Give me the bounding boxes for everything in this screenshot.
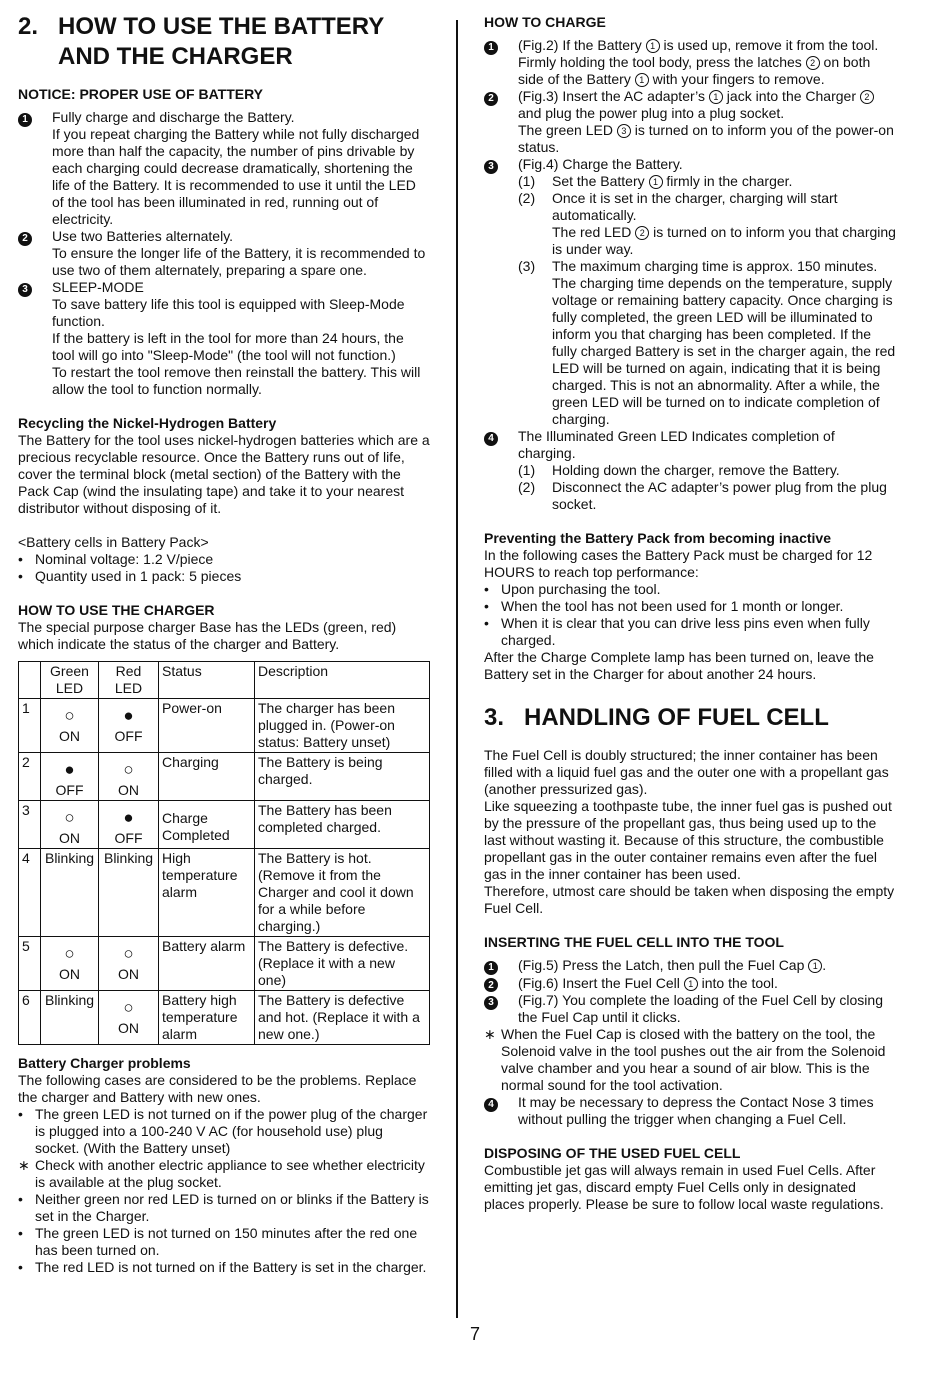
inactive-after-text: After the Charge Complete lamp has been turned on, leave the Battery set in the Charger for about another 24 hours. [484,649,874,682]
list-item: • Nominal voltage: 1.2 V/piece [18,551,214,567]
empty-circle-icon: ○ [64,706,75,725]
table-header-red-led: Red LED [99,662,159,699]
callout-ref: 2 [806,56,820,70]
green-led-state: ON [59,966,80,982]
table-header-number [19,662,41,699]
sub-step: (1) Holding down the charger, remove the Battery. [518,462,840,478]
row-number: 1 [19,699,41,753]
step-number-1: 1 [484,41,498,55]
table-row [19,801,430,849]
step-number-1: 1 [484,961,498,975]
status-cell: Battery alarm [159,937,255,991]
notice-line: If you repeat charging the Battery while not fully discharged more than half the capacity, the number of pins drivable by each charging could decrease dramatically, shortening the life of the Battery. It is recommended to use it until the LED of the tool has been illuminated in red, running out of electricity. [52,126,420,227]
inactive-heading: Preventing the Battery Pack from becoming inactive [484,530,831,546]
filled-circle-icon: ● [123,706,134,725]
charger-heading: HOW TO USE THE CHARGER [18,602,215,618]
list-item: • The red LED is not turned on if the Battery is set in the charger. [18,1259,427,1275]
column-divider [456,20,458,1318]
list-item: • Neither green nor red LED is turned on or blinks if the Battery is set in the Charger. [18,1191,429,1224]
notice-line: To restart the tool remove then reinstall the battery. This will allow the tool to function normally. [52,364,421,397]
sub-step: (3) The maximum charging time is approx. 150 minutes. The charging time depends on the temperature, supply voltage or remaining battery capacity. Once charging is fully completed, the green LED will be illuminated to inform you that charging has been completed. If the fully charged Battery is set in the charger again, the red LED will be turned on again, indicating that it is being charged. This is not an abnormality. After a while, the green LED will be turned on to indicate completion of charging. [518,258,896,427]
description-cell: The charger has been plugged in. (Power-on status: Battery unset) [255,699,430,753]
step-number-4: 4 [484,432,498,446]
empty-circle-icon: ○ [64,808,75,827]
status-cell: Charge Completed [159,801,255,849]
green-led-cell [41,699,99,753]
inactive-text: In the following cases the Battery Pack must be charged for 12 HOURS to reach top performance: [484,547,873,580]
step-number-3: 3 [484,996,498,1010]
status-cell: Power-on [159,699,255,753]
green-led-cell [41,801,99,849]
green-led-cell [41,849,99,937]
notice-heading: NOTICE: PROPER USE OF BATTERY [18,86,264,102]
callout-ref: 2 [860,90,874,104]
red-led-cell [99,699,159,753]
notice-line: Fully charge and discharge the Battery. [52,109,295,125]
list-item: • The green LED is not turned on if the power plug of the charger is plugged into a 100-240 V AC (for household use) plug socket. (With the Battery unset) [18,1106,428,1156]
green-led-state: ON [59,728,80,744]
green-led-state: Blinking [44,850,95,866]
notice-line: Use two Batteries alternately. [52,228,234,244]
notice-item [18,279,430,398]
sub-step: (2) Disconnect the AC adapter’s power plug from the plug socket. [518,479,887,512]
list-item: • The green LED is not turned on 150 minutes after the red one has been turned on. [18,1225,418,1258]
notice-item [18,228,430,279]
row-number: 2 [19,753,41,801]
notice-list [18,109,430,398]
filled-circle-icon: ● [64,760,75,779]
step-number-1: 1 [18,113,32,127]
right-column [484,0,896,1213]
cells-heading: <Battery cells in Battery Pack> [18,534,209,550]
charge-step-3: 3 (Fig.4) Charge the Battery. (1) Set the Battery 1 firmly in the charger. (2) Once it is set in the charger, charging will start automatically. The red LED 2 is turned on to inform you that charging is under way. (3) The maximum charging time is approx. 150 minutes. The charging time depends on the temperature, supply voltage or remaining battery capacity. Once charging is fully completed, the green LED will be illuminated to inform you that charging has been completed. If the fully charged Battery is set in the charger again, the red LED will be turned on again, indicating that it is being charged. This is not an abnormality. After a while, the green LED will be turned on to indicate completion of charging. [484,156,896,428]
red-led-cell [99,849,159,937]
section-2-title-line1: HOW TO USE THE BATTERY [58,13,385,40]
callout-ref: 1 [709,90,723,104]
red-led-state: OFF [114,830,143,846]
green-led-state: Blinking [44,992,95,1008]
insert-heading: INSERTING THE FUEL CELL INTO THE TOOL [484,934,784,950]
step-number-3: 3 [18,283,32,297]
filled-circle-icon: ● [123,808,134,827]
description-cell: The Battery is hot. (Remove it from the Charger and cool it down for a while before charging.) [255,849,430,937]
row-number: 6 [19,991,41,1045]
list-item: • Quantity used in 1 pack: 5 pieces [18,568,242,584]
section-2-number: 2. [18,13,39,40]
dispose-text: Combustible jet gas will always remain in used Fuel Cells. After emitting jet gas, discard empty Fuel Cells only in designated places properly. Please be sure to follow local waste regulations. [484,1162,884,1212]
insert-step-1: 1 (Fig.5) Press the Latch, then pull the Fuel Cap 1 . [484,957,896,975]
led-status-table [18,661,430,1045]
empty-circle-icon: ○ [64,944,75,963]
page-number: 7 [469,1324,480,1344]
red-led-cell [99,991,159,1045]
table-row [19,937,430,991]
fuel-paragraph-3: Therefore, utmost care should be taken when disposing the empty Fuel Cell. [484,883,895,916]
description-cell: The Battery is defective and hot. (Replace it with a new one.) [255,991,430,1045]
callout-ref: 1 [808,959,822,973]
empty-circle-icon: ○ [123,760,134,779]
step-number-3: 3 [484,160,498,174]
red-led-state: ON [118,782,139,798]
red-led-cell [99,801,159,849]
empty-circle-icon: ○ [123,944,134,963]
problems-text: The following cases are considered to be the problems. Replace the charger and Battery with new ones. [18,1072,417,1105]
description-cell: The Battery is defective. (Replace it with a new one) [255,937,430,991]
notice-line: To ensure the longer life of the Battery, it is recommended to use two of them alternately, preparing a spare one. [52,245,426,278]
green-led-state: OFF [55,782,84,798]
step-number-2: 2 [484,978,498,992]
recycling-heading: Recycling the Nickel-Hydrogen Battery [18,415,277,431]
status-cell: Charging [159,753,255,801]
problems-heading: Battery Charger problems [18,1055,191,1071]
red-led-cell [99,753,159,801]
how-to-charge-heading: HOW TO CHARGE [484,14,606,30]
charge-step-2: 2 (Fig.3) Insert the AC adapter’s 1 jack into the Charger 2 and plug the power plug into a plug socket. The green LED 3 is turned on to inform you of the power-on status. [484,88,896,156]
notice-line: If the battery is left in the tool for more than 24 hours, the tool will go into "Sleep-Mode" (the tool will not function.) [52,330,404,363]
dispose-heading: DISPOSING OF THE USED FUEL CELL [484,1145,741,1161]
status-cell: Battery high temperature alarm [159,991,255,1045]
fuel-paragraph-2: Like squeezing a toothpaste tube, the inner fuel gas is pushed out by the pressure of the propellant gas, thus being used up to the last without wasting it. Because of this structure, the combustible propellant gas in the outer container remains even after the fuel gas in the inner container has been used. [484,798,892,882]
insert-step-2: 2 (Fig.6) Insert the Fuel Cell 1 into the tool. [484,975,896,993]
section-3-title [484,703,896,733]
notice-item [18,109,430,228]
insert-note: ∗ When the Fuel Cap is closed with the battery on the tool, the Solenoid valve in the tool pushes out the air from the Solenoid valve chamber and you hear a sound of air blow. This is the normal sound for the tool activation. [484,1026,886,1093]
red-led-state: ON [118,1020,139,1036]
row-number: 3 [19,801,41,849]
row-number: 5 [19,937,41,991]
section-3-number: 3. [484,704,505,731]
green-led-cell [41,753,99,801]
table-row [19,753,430,801]
table-row [19,991,430,1045]
list-item: • Upon purchasing the tool. [484,581,661,597]
sub-step: (2) Once it is set in the charger, charging will start automatically. The red LED 2 is turned on to inform you that charging is under way. [518,190,896,257]
problems-list [18,1106,430,1276]
table-header-status: Status [159,662,255,699]
callout-ref: 2 [635,226,649,240]
insert-step-3: 3 (Fig.7) You complete the loading of the Fuel Cell by closing the Fuel Cap until it clicks. [484,992,896,1026]
green-led-cell [41,937,99,991]
red-led-state: ON [118,966,139,982]
step-number-2: 2 [18,232,32,246]
list-item: ∗ Check with another electric appliance to see whether electricity is available at the plug socket. [18,1157,425,1190]
empty-circle-icon: ○ [123,998,134,1017]
charge-step-1: 1 (Fig.2) If the Battery 1 is used up, remove it from the tool. Firmly holding the tool body, press the latches 2 on both side of the Battery 1 with your fingers to remove. [484,37,896,88]
recycling-text: The Battery for the tool uses nickel-hydrogen batteries which are a precious recyclable resource. Once the Battery runs out of life, cover the terminal block (metal section) of the Battery with the Pack Cap (wind the insulating tape) and take it to your nearest distributor without disposing of it. [18,432,430,516]
section-2-title-line2: AND THE CHARGER [58,43,293,70]
callout-ref: 1 [649,175,663,189]
red-led-state: Blinking [103,850,154,866]
description-cell: The Battery has been completed charged. [255,801,430,849]
insert-step-4: 4 It may be necessary to depress the Contact Nose 3 times without pulling the trigger when changing a Fuel Cell. [484,1094,896,1128]
left-column [18,0,430,1276]
step-number-2: 2 [484,92,498,106]
callout-ref: 1 [646,39,660,53]
green-led-state: ON [59,830,80,846]
charge-step-4: 4 The Illuminated Green LED Indicates completion of charging. (1) Holding down the charger, remove the Battery. (2) Disconnect the AC adapter’s power plug from the plug socket. [484,428,896,513]
callout-ref: 1 [684,977,698,991]
description-cell: The Battery is being charged. [255,753,430,801]
notice-line: To save battery life this tool is equipped with Sleep-Mode function. [52,296,405,329]
green-led-cell [41,991,99,1045]
notice-line: SLEEP-MODE [52,279,144,295]
fuel-paragraph-1: The Fuel Cell is doubly structured; the inner container has been filled with a liquid fuel gas and the outer one with a propellant gas (another pressurized gas). [484,747,889,797]
callout-ref: 3 [617,124,631,138]
status-cell: High temperature alarm [159,849,255,937]
section-3-title-text: HANDLING OF FUEL CELL [524,704,829,731]
table-header-description: Description [255,662,430,699]
row-number: 4 [19,849,41,937]
list-item: • When the tool has not been used for 1 month or longer. [484,598,844,614]
list-item: • When it is clear that you can drive less pins even when fully charged. [484,615,870,648]
sub-step: (1) Set the Battery 1 firmly in the charger. [518,173,793,189]
table-header-green-led: Green LED [41,662,99,699]
callout-ref: 1 [635,73,649,87]
section-2-title [18,12,430,72]
charger-text: The special purpose charger Base has the LEDs (green, red) which indicate the status of the charger and Battery. [18,619,397,652]
step-number-4: 4 [484,1098,498,1112]
red-led-state: OFF [114,728,143,744]
red-led-cell [99,937,159,991]
table-row [19,849,430,937]
table-row [19,699,430,753]
